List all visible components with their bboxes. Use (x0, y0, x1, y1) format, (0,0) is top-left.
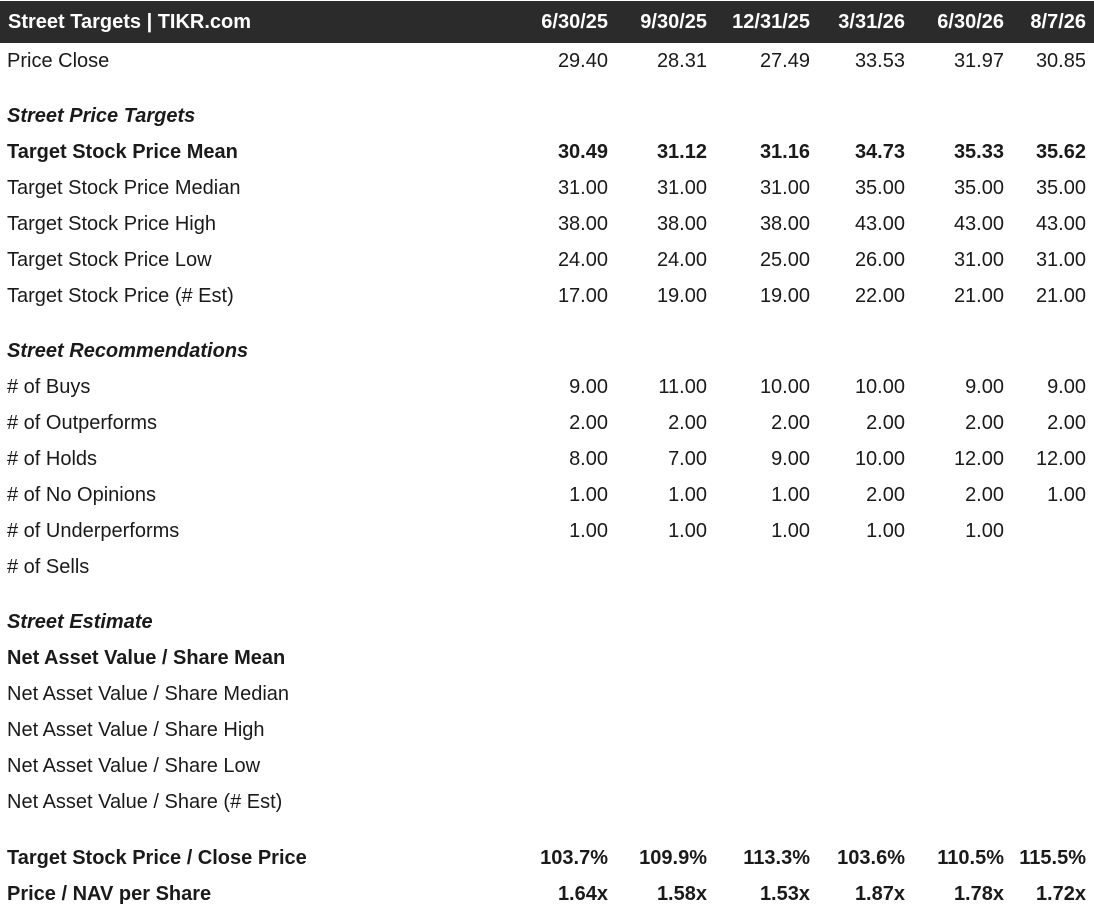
table-cell: 9.00 (965, 376, 1004, 398)
column-header: 6/30/25 (541, 11, 608, 33)
table-cell: 2.00 (866, 484, 905, 506)
table-cell: 31.00 (557, 177, 608, 199)
table-cell: 33.53 (854, 50, 905, 72)
table-cell: 103.7% (540, 847, 608, 869)
row-label: Target Stock Price (# Est) (7, 285, 234, 307)
table-cell: 109.9% (639, 847, 707, 869)
table-cell: 35.00 (1035, 177, 1086, 199)
table-row (0, 405, 1094, 441)
row-label: # of Underperforms (7, 520, 180, 542)
table-cell: 115.5% (1019, 847, 1086, 869)
section-title: Street Price Targets (7, 105, 196, 127)
row-label: Net Asset Value / Share Median (7, 683, 290, 705)
table-cell: 110.5% (937, 847, 1004, 869)
table-cell: 1.53x (759, 883, 810, 905)
table-row (0, 876, 1094, 912)
row-label: Net Asset Value / Share High (7, 719, 265, 741)
table-cell: 11.00 (658, 376, 707, 398)
table-cell: 1.00 (569, 520, 608, 542)
table-cell: 35.62 (1035, 141, 1086, 163)
table-cell: 35.00 (953, 177, 1004, 199)
table-row (0, 712, 1094, 748)
table-cell: 1.00 (771, 520, 810, 542)
table-row (0, 513, 1094, 549)
table-cell: 1.00 (1047, 484, 1086, 506)
table-cell: 7.00 (668, 448, 707, 470)
table-cell: 1.00 (866, 520, 905, 542)
table-cell: 29.40 (557, 50, 608, 72)
table-cell: 12.00 (1035, 448, 1086, 470)
table-cell: 19.00 (759, 285, 810, 307)
row-label: Target Stock Price Low (7, 249, 212, 271)
table-cell: 35.00 (854, 177, 905, 199)
row-label: # of Buys (7, 376, 91, 398)
table-cell: 2.00 (1047, 412, 1086, 434)
table-cell: 17.00 (557, 285, 608, 307)
row-label: Target Stock Price Mean (7, 141, 238, 163)
table-cell: 2.00 (965, 484, 1004, 506)
table-cell: 24.00 (557, 249, 608, 271)
table-cell: 30.49 (557, 141, 608, 163)
table-cell: 43.00 (953, 213, 1004, 235)
row-label: # of Holds (7, 448, 98, 470)
table-cell: 1.00 (668, 484, 707, 506)
table-cell: 1.00 (668, 520, 707, 542)
row-label: Target Stock Price / Close Price (7, 847, 307, 869)
table-cell: 43.00 (1035, 213, 1086, 235)
table-cell: 2.00 (668, 412, 707, 434)
table-cell: 38.00 (759, 213, 810, 235)
table-cell: 34.73 (854, 141, 905, 163)
table-cell: 26.00 (854, 249, 905, 271)
column-header: 9/30/25 (640, 11, 707, 33)
row-label: Net Asset Value / Share Mean (7, 647, 286, 669)
table-cell: 19.00 (656, 285, 707, 307)
table-cell: 2.00 (569, 412, 608, 434)
table-cell: 31.00 (1035, 249, 1086, 271)
table-cell: 9.00 (1047, 376, 1086, 398)
table-cell: 25.00 (759, 249, 810, 271)
table-header (0, 1, 1094, 43)
table-cell: 1.72x (1035, 883, 1086, 905)
table-cell: 1.58x (656, 883, 707, 905)
column-header: 3/31/26 (838, 11, 905, 33)
table-cell: 31.97 (953, 50, 1004, 72)
table-cell: 103.6% (837, 847, 905, 869)
row-label: # of No Opinions (7, 484, 156, 506)
table-cell: 113.3% (743, 847, 810, 869)
table-cell: 9.00 (569, 376, 608, 398)
table-cell: 8.00 (569, 448, 608, 470)
table-row (0, 549, 1094, 585)
section-header-row (0, 604, 1094, 640)
table-cell: 1.78x (953, 883, 1004, 905)
table-cell: 24.00 (656, 249, 707, 271)
table-cell: 28.31 (656, 50, 707, 72)
table-row (0, 640, 1094, 676)
table-cell: 31.00 (759, 177, 810, 199)
table-cell: 31.16 (759, 141, 810, 163)
table-row (0, 278, 1094, 314)
table-cell: 21.00 (953, 285, 1004, 307)
table-cell: 1.00 (569, 484, 608, 506)
row-label: Target Stock Price Median (7, 177, 241, 199)
table-cell: 31.12 (656, 141, 707, 163)
row-label: Price / NAV per Share (7, 883, 212, 905)
table-row (0, 134, 1094, 170)
table-cell: 2.00 (965, 412, 1004, 434)
table-row (0, 43, 1094, 79)
table-cell: 38.00 (557, 213, 608, 235)
table-cell: 27.49 (759, 50, 810, 72)
table-row (0, 206, 1094, 242)
table-cell: 1.00 (771, 484, 810, 506)
table-row (0, 477, 1094, 513)
table-row (0, 748, 1094, 784)
table-row (0, 369, 1094, 405)
table-cell: 30.85 (1035, 50, 1086, 72)
row-label: Net Asset Value / Share Low (7, 755, 261, 777)
table-row (0, 840, 1094, 876)
table-row (0, 441, 1094, 477)
row-label: Target Stock Price High (7, 213, 216, 235)
table-row (0, 170, 1094, 206)
table-cell: 21.00 (1035, 285, 1086, 307)
table-cell: 31.00 (656, 177, 707, 199)
table-cell: 9.00 (771, 448, 810, 470)
section-title: Street Estimate (7, 611, 153, 633)
column-header: 6/30/26 (937, 11, 1004, 33)
table-row (0, 784, 1094, 820)
table-cell: 2.00 (866, 412, 905, 434)
table-row (0, 676, 1094, 712)
row-label: # of Sells (7, 556, 90, 578)
table-cell: 1.00 (965, 520, 1004, 542)
row-label: Price Close (7, 50, 110, 72)
section-title: Street Recommendations (7, 340, 249, 362)
table-cell: 10.00 (854, 376, 905, 398)
table-cell: 10.00 (854, 448, 905, 470)
table-cell: 1.64x (557, 883, 608, 905)
table-cell: 38.00 (656, 213, 707, 235)
section-header-row (0, 333, 1094, 369)
table-cell: 12.00 (953, 448, 1004, 470)
table-cell: 35.33 (953, 141, 1004, 163)
table-title: Street Targets | TIKR.com (8, 11, 252, 33)
table-cell: 22.00 (854, 285, 905, 307)
table-cell: 31.00 (953, 249, 1004, 271)
row-label: # of Outperforms (7, 412, 158, 434)
table-cell: 43.00 (854, 213, 905, 235)
column-header: 8/7/26 (1030, 11, 1086, 33)
table-row (0, 242, 1094, 278)
table-cell: 1.87x (854, 883, 905, 905)
section-header-row (0, 98, 1094, 134)
table-cell: 10.00 (759, 376, 810, 398)
column-header: 12/31/25 (732, 11, 810, 33)
row-label: Net Asset Value / Share (# Est) (7, 791, 283, 813)
table-cell: 2.00 (771, 412, 810, 434)
